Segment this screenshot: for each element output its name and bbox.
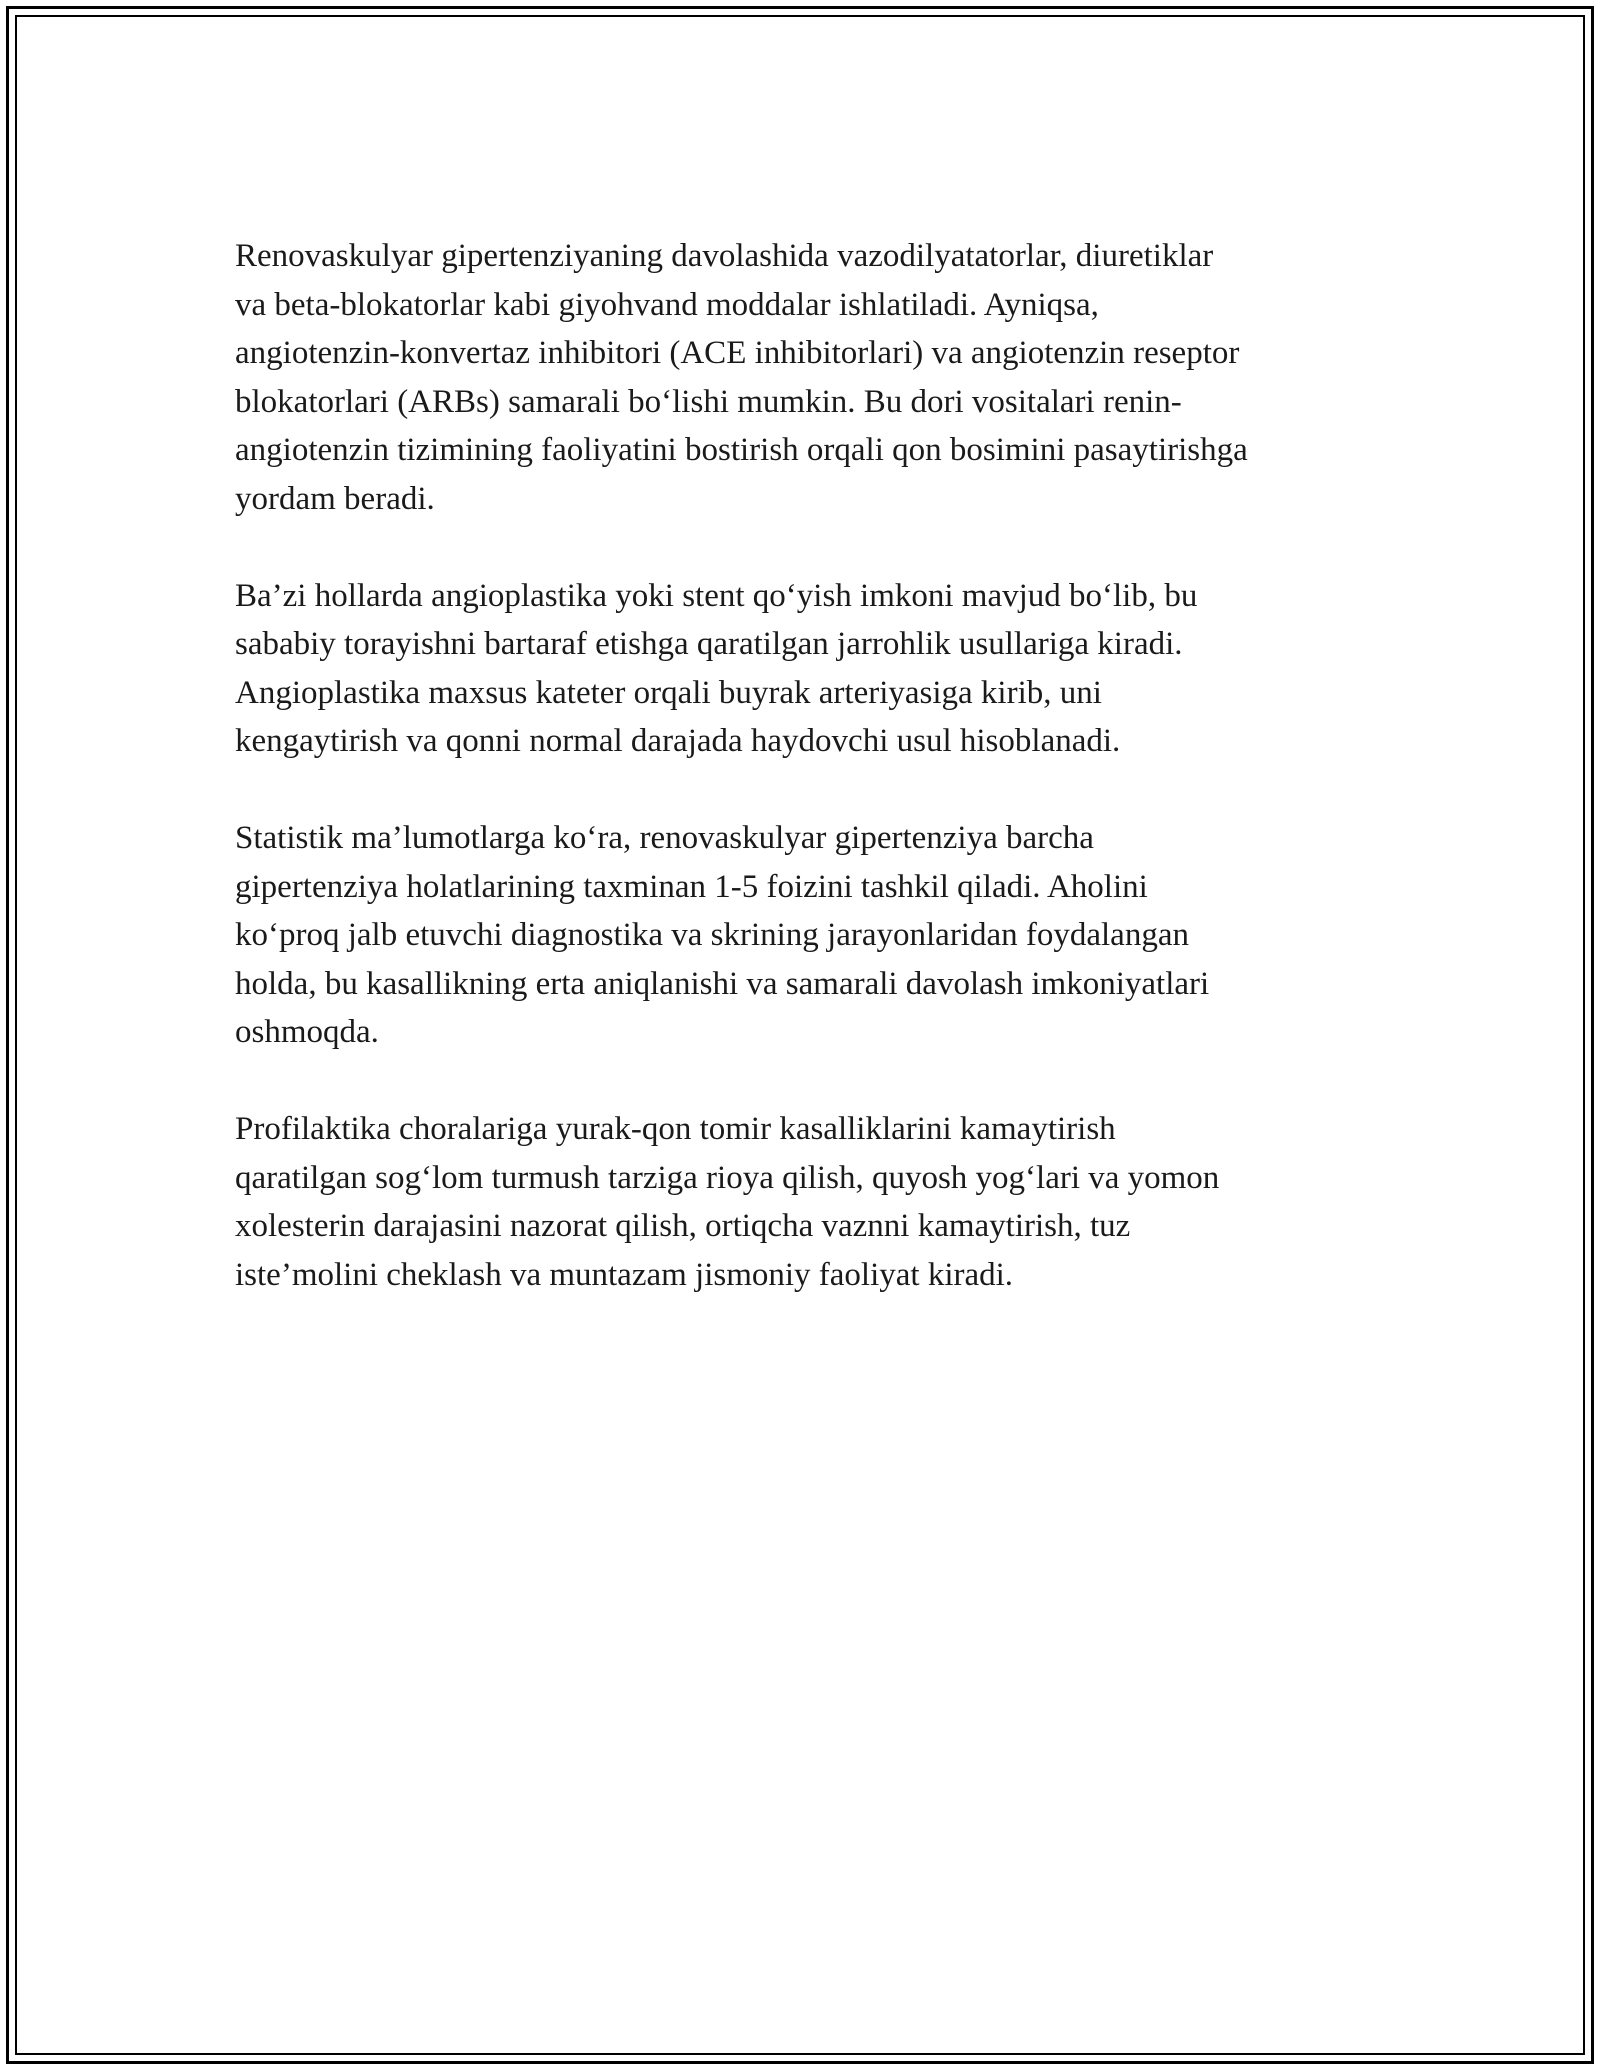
paragraph-prevention: Profilaktika choralariga yurak-qon tomir kasalliklarini kamaytirish qaratilgan sog‘lom turmush tarziga rioya qilish, quyosh yog‘lari va yomon xolesterin darajasini nazorat qilish, ortiqcha vaznni kamaytirish, tuz iste’molini cheklash va muntazam jismoniy faoliyat kiradi. [235,1111,1220,1293]
paragraph-statistics: Statistik ma’lumotlarga ko‘ra, renovaskulyar gipertenziya barcha gipertenziya holatlarining taxminan 1-5 foizini tashkil qiladi. Aholini ko‘proq jalb etuvchi diagnostika va skrining jarayonlaridan foydalangan holda, bu kasallikning erta aniqlanishi va samarali davolash imkoniyatlari oshmoqda. [235,820,1210,1050]
paragraph-angioplasty: Ba’zi hollarda angioplastika yoki stent qo‘yish imkoni mavjud bo‘lib, bu sababiy torayishni bartaraf etishga qaratilgan jarrohlik usullariga kiradi. Angioplastika maxsus kateter orqali buyrak arteriyasiga kirib, uni kengaytirish va qonni normal darajada haydovchi usul hisoblanadi. [235,577,1198,759]
document-body [235,232,1365,1348]
paragraph-treatment: Renovaskulyar gipertenziyaning davolashida vazodilyatatorlar, diuretiklar va beta-blokatorlar kabi giyohvand moddalar ishlatiladi. Ayniqsa, angiotenzin-konvertaz inhibitori (ACE inhibitorlari) va angiotenzin reseptor blokatorlari (ARBs) samarali bo‘lishi mumkin. Bu dori vositalari renin- angiotenzin tizimining faoliyatini bostirish orqali qon bosimini pasaytirishga yordam beradi. [235,238,1248,517]
